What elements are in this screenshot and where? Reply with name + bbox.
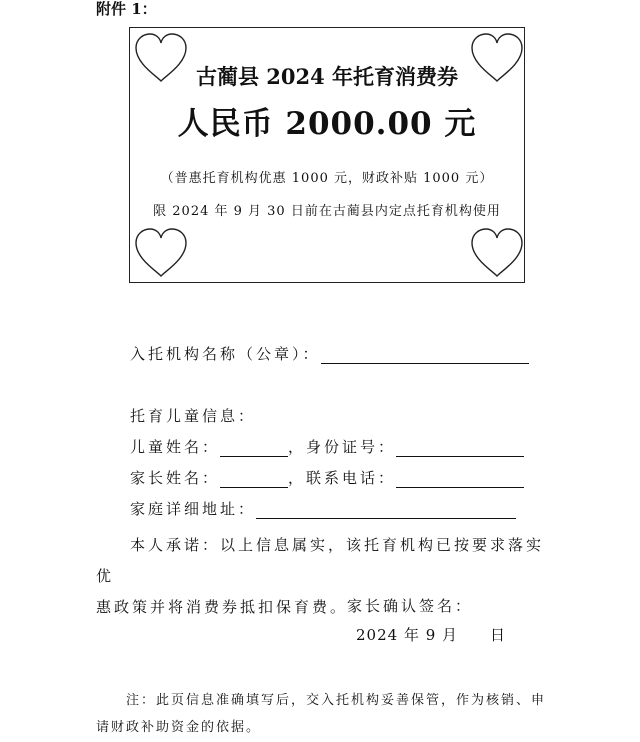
pledge-paragraph [96, 530, 544, 623]
footer-note [96, 687, 556, 741]
child-row [130, 437, 524, 457]
institution-label: 入托机构名称（公章）： [130, 345, 321, 363]
parent-name-label: 家长姓名： [130, 469, 221, 487]
phone-field[interactable] [396, 471, 524, 488]
pledge-line-2: 惠政策并将消费券抵扣保育费。 [96, 598, 349, 616]
heart-icon [469, 226, 525, 282]
attachment-label: 附件 1： [96, 0, 157, 18]
voucher-note: （普惠托育机构优惠 1000 元，财政补贴 1000 元） [160, 171, 494, 186]
parent-name-field[interactable] [220, 471, 288, 488]
date-line: 2024 年 9 月 日 [356, 626, 507, 644]
voucher-amount: 人民币 2000.00 元 [177, 106, 477, 142]
voucher-card [129, 27, 525, 283]
phone-label: ，联系电话： [288, 469, 397, 487]
address-field[interactable] [256, 502, 516, 519]
institution-name-field[interactable] [321, 347, 529, 364]
id-number-label: ，身份证号： [288, 438, 397, 456]
signature-label: 家长确认签名： [347, 597, 474, 615]
address-label: 家庭详细地址： [130, 500, 257, 518]
parent-row [130, 468, 524, 488]
note-line-1: 注：此页信息准确填写后，交入托机构妥善保管，作为核销、申 [126, 693, 547, 708]
pledge-line-1: 本人承诺：以上信息属实，该托育机构已按要求落实优 [96, 536, 545, 585]
voucher-title: 古蔺县 2024 年托育消费券 [195, 64, 459, 89]
child-name-field[interactable] [220, 440, 288, 457]
child-name-label: 儿童姓名： [130, 438, 221, 456]
address-row [130, 499, 516, 519]
note-line-2: 请财政补助资金的依据。 [96, 720, 262, 735]
institution-row [130, 344, 529, 364]
child-info-heading: 托育儿童信息： [130, 407, 257, 425]
voucher-validity: 限 2024 年 9 月 30 日前在古蔺县内定点托育机构使用 [153, 204, 501, 219]
id-number-field[interactable] [396, 440, 524, 457]
heart-icon [133, 226, 189, 282]
